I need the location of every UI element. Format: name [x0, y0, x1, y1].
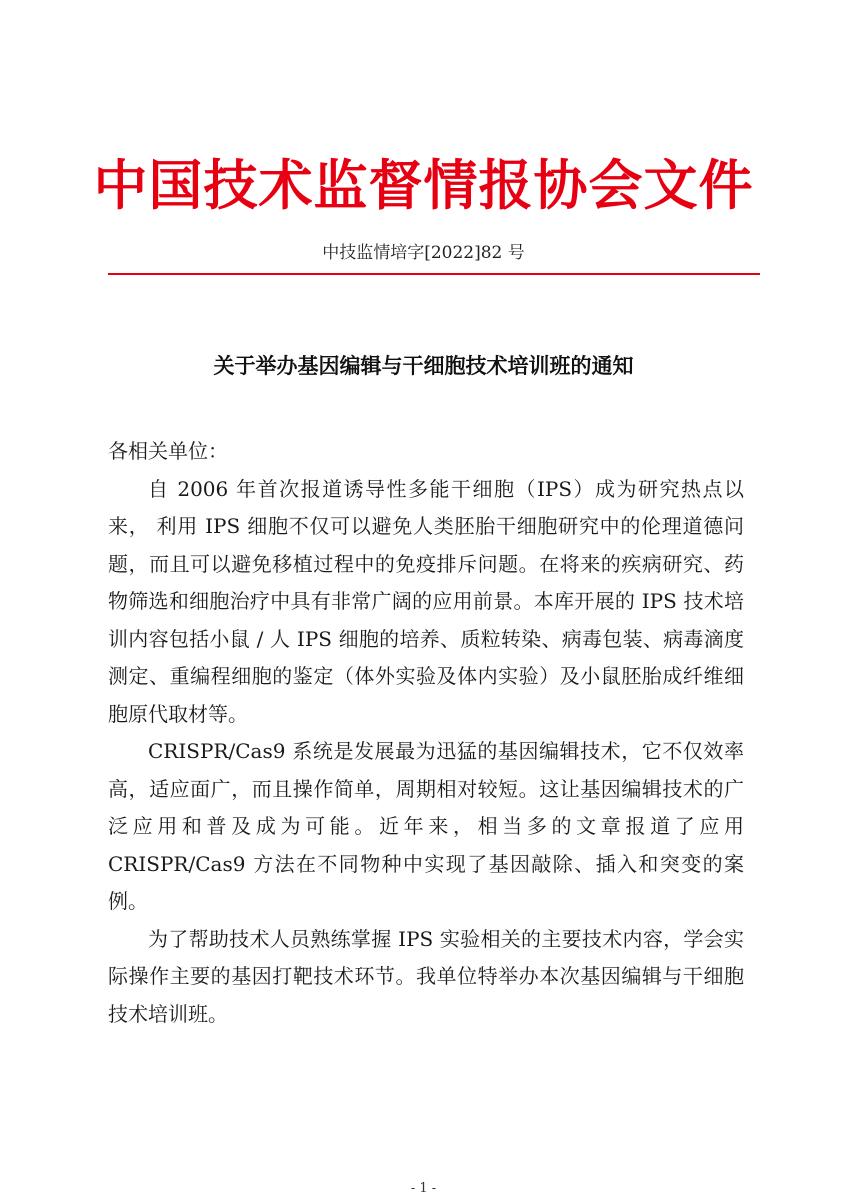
document-number: 中技监情培字[2022]82 号: [322, 243, 525, 263]
paragraph-ips: 自 2006 年首次报道诱导性多能干细胞（IPS）成为研究热点以来， 利用 IPS 细胞不仅可以避免人类胚胎干细胞研究中的伦理道德问题，而且可以避免移植过程中的免疫排斥问题。在将来的疾病研究、药物筛选和细胞治疗中具有非常广阔的应用前景。本库开展的 IPS 技术培训内容包括小鼠 / 人 IPS 细胞的培养、质粒转染、病毒包装、病毒滴度测定、重编程细胞的鉴定（体外实验及体内实验）及小鼠胚胎成纤维细胞原代取材等。: [108, 476, 744, 726]
notice-body: [108, 433, 744, 1033]
issuing-organization-title: 中国技术监督情报协会文件: [93, 153, 754, 217]
salutation: 各相关单位：: [108, 439, 228, 463]
notice-title: 关于举办基因编辑与干细胞技术培训班的通知: [213, 353, 634, 378]
paragraph-purpose: 为了帮助技术人员熟练掌握 IPS 实验相关的主要技术内容，学会实际操作主要的基因打靶技术环节。我单位特举办本次基因编辑与干细胞技术培训班。: [108, 926, 744, 1026]
paragraph-crispr: CRISPR/Cas9 系统是发展最为迅猛的基因编辑技术，它不仅效率高，适应面广，而且操作简单，周期相对较短。这让基因编辑技术的广泛应用和普及成为可能。近年来，相当多的文章报道了应用 CRISPR/Cas9 方法在不同物种中实现了基因敲除、插入和突变的案例。: [108, 739, 744, 913]
page-number: - 1 -: [410, 1181, 437, 1196]
red-separator-line: [108, 273, 760, 275]
